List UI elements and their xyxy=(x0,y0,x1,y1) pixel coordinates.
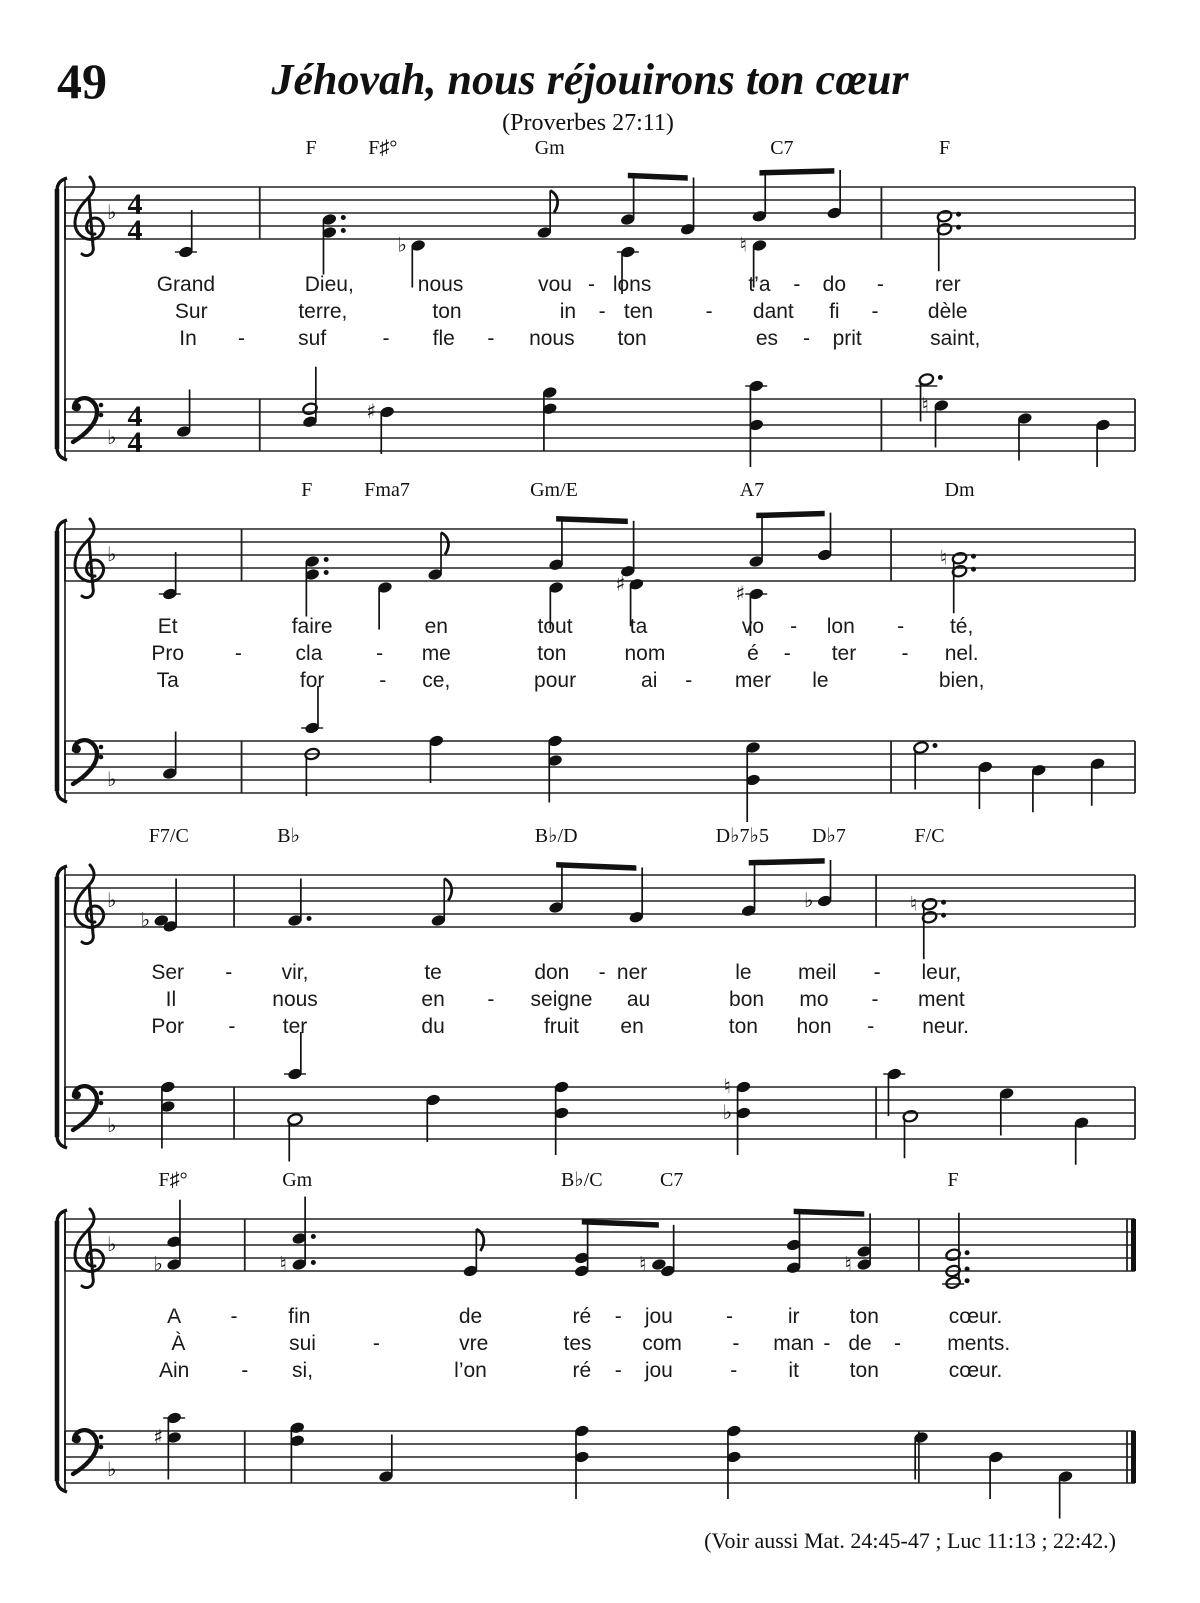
note-group xyxy=(428,734,444,783)
lyric-syllable: Et xyxy=(157,615,178,638)
lyric-hyphen: - xyxy=(823,1332,831,1355)
chord-label: F/C xyxy=(914,825,945,847)
time-signature: 4 xyxy=(127,188,143,221)
note-group xyxy=(542,386,558,451)
lyric-hyphen: - xyxy=(790,615,798,638)
lyric-syllable: lon xyxy=(826,615,855,638)
note-group xyxy=(936,209,961,271)
lyric-syllable: for xyxy=(299,669,325,692)
lyric-syllable: de xyxy=(848,1332,872,1355)
note-group xyxy=(1073,1116,1089,1165)
lyric-syllable: ré xyxy=(572,1305,592,1328)
lyric-hyphen: - xyxy=(225,961,233,984)
lyric-syllable: man xyxy=(773,1332,815,1355)
note-group xyxy=(176,390,192,439)
lyric-syllable: ton xyxy=(728,1015,758,1038)
svg-text:♮: ♮ xyxy=(639,1251,647,1276)
bass-clef-icon xyxy=(72,740,103,784)
note-group xyxy=(922,393,950,448)
scripture-subtitle: (Proverbes 27:11) xyxy=(502,110,674,136)
svg-text:♮: ♮ xyxy=(844,1251,852,1276)
key-signature-flat: ♭ xyxy=(107,1232,117,1256)
lyric-hyphen: - xyxy=(876,273,884,296)
lyric-hyphen: - xyxy=(871,300,879,323)
lyric-hyphen: - xyxy=(725,1305,733,1328)
key-signature-flat: ♭ xyxy=(107,888,117,912)
lyric-syllable: tes xyxy=(563,1332,592,1355)
note-group xyxy=(553,1080,569,1155)
chord-label: C7 xyxy=(660,1169,684,1191)
lyric-syllable: bien, xyxy=(938,669,985,692)
lyric-syllable: t’a xyxy=(748,273,771,296)
lyric-syllable: vo xyxy=(741,615,765,638)
lyric-syllable: ton xyxy=(617,327,647,350)
system-bracket xyxy=(48,867,74,1147)
lyric-syllable: bon xyxy=(729,988,765,1011)
treble-clef-icon xyxy=(75,865,104,944)
chord-label: B♭ xyxy=(277,825,301,847)
lyric-line-3 xyxy=(65,667,1135,693)
lyric-syllable: au xyxy=(626,988,651,1011)
lyric-syllable: vre xyxy=(459,1332,489,1355)
lyric-syllable: rer xyxy=(934,273,961,296)
note-group xyxy=(425,1093,441,1142)
note-group xyxy=(160,1080,176,1148)
lyric-hyphen: - xyxy=(487,327,495,350)
lyric-hyphen: - xyxy=(382,327,390,350)
lyric-syllable: en xyxy=(620,1015,644,1038)
note-group xyxy=(574,1221,590,1278)
lyric-syllable: Por xyxy=(151,1015,185,1038)
beam xyxy=(628,173,688,181)
lyric-syllable: es xyxy=(755,327,778,350)
lyric-syllable: de xyxy=(458,1305,483,1328)
lyric-syllable: fruit xyxy=(543,1015,579,1038)
svg-text:♭: ♭ xyxy=(153,1251,163,1276)
bass-clef-icon xyxy=(72,1086,103,1130)
lyric-hyphen: - xyxy=(685,669,693,692)
lyric-syllable: ten xyxy=(623,300,654,323)
lyric-hyphen: - xyxy=(897,615,905,638)
lyric-syllable: seigne xyxy=(530,988,593,1011)
note-group xyxy=(741,862,757,918)
lyric-syllable: ton xyxy=(849,1305,879,1328)
note-group xyxy=(639,1225,676,1278)
lyric-hyphen: - xyxy=(379,669,387,692)
lyric-syllable: meil xyxy=(797,961,837,984)
note-group xyxy=(1017,412,1033,461)
lyric-hyphen: - xyxy=(783,642,791,665)
lyric-syllable: si, xyxy=(292,1359,314,1382)
key-signature-flat: ♭ xyxy=(107,542,117,566)
lyric-syllable: ir xyxy=(787,1305,800,1328)
lyric-syllable: du xyxy=(421,1015,445,1038)
lyric-syllable: Ta xyxy=(156,669,179,692)
lyric-line-3 xyxy=(65,1357,1135,1383)
note-group xyxy=(301,686,323,735)
lyric-line-2 xyxy=(65,298,1135,324)
lyric-syllable: ment xyxy=(917,988,965,1011)
lyric-syllable: neur. xyxy=(922,1015,969,1038)
lyric-syllable: me xyxy=(421,642,451,665)
lyric-hyphen: - xyxy=(901,642,909,665)
system-bracket xyxy=(48,179,74,459)
note-group xyxy=(427,533,448,582)
lyric-syllable: en xyxy=(421,988,445,1011)
lyric-syllable: nous xyxy=(529,327,575,350)
lyric-syllable: fle xyxy=(432,327,455,350)
lyric-syllable: Ser xyxy=(151,961,185,984)
lyric-syllable: ments. xyxy=(947,1332,1011,1355)
chord-label: F xyxy=(938,137,951,159)
note-group xyxy=(141,879,179,934)
note-group xyxy=(287,1113,303,1162)
note-group xyxy=(726,1424,742,1499)
lyric-syllable: ton xyxy=(537,642,567,665)
lyric-hyphen: - xyxy=(803,327,810,350)
lyric-syllable: mer xyxy=(734,669,772,692)
note-group xyxy=(280,1197,316,1276)
lyric-hyphen: - xyxy=(587,273,595,296)
note-group xyxy=(304,555,329,617)
lyric-hyphen: - xyxy=(372,1332,380,1355)
lyric-hyphen: - xyxy=(867,1015,875,1038)
svg-text:♮: ♮ xyxy=(921,392,929,417)
lyric-line-3 xyxy=(65,1013,1135,1039)
svg-text:♮: ♮ xyxy=(939,545,948,570)
bass-clef-icon xyxy=(72,398,103,442)
lyric-syllable: lons xyxy=(612,273,652,296)
lyric-syllable: nous xyxy=(272,988,318,1011)
lyric-syllable: ter xyxy=(282,1015,308,1038)
note-group xyxy=(745,741,761,822)
chord-label: F7/C xyxy=(148,825,189,847)
note-group xyxy=(547,734,563,802)
lyric-syllable: terre, xyxy=(298,300,348,323)
note-group xyxy=(826,170,842,220)
lyric-syllable: l’on xyxy=(454,1359,487,1382)
beam xyxy=(556,862,636,871)
key-signature-flat: ♭ xyxy=(107,425,117,449)
treble-clef-icon xyxy=(75,1209,104,1288)
lyric-syllable: Sur xyxy=(174,300,208,323)
footer-scripture-reference: (Voir aussi Mat. 24:45-47 ; Luc 11:13 ; 22:42.) xyxy=(704,1528,1116,1553)
note-group xyxy=(977,760,993,809)
chord-label: Fma7 xyxy=(364,479,410,501)
lyric-syllable: cla xyxy=(295,642,323,665)
lyric-syllable: hon xyxy=(796,1015,832,1038)
note-group xyxy=(1057,1470,1073,1519)
beam xyxy=(794,1209,865,1217)
chord-label: Gm/E xyxy=(530,479,578,501)
lyric-syllable: ner xyxy=(616,961,648,984)
note-group xyxy=(786,1211,802,1275)
svg-text:♯: ♯ xyxy=(366,399,376,423)
chord-label: Gm xyxy=(534,137,565,159)
lyric-line-2 xyxy=(65,1330,1135,1356)
lyric-syllable: com xyxy=(642,1332,682,1355)
chord-label: C7 xyxy=(770,137,794,159)
lyric-syllable: cœur. xyxy=(948,1305,1003,1328)
lyric-syllable: té, xyxy=(949,615,974,638)
lyric-hyphen: - xyxy=(873,961,881,984)
lyric-hyphen: - xyxy=(730,1359,738,1382)
lyric-line-2 xyxy=(65,640,1135,666)
note-group xyxy=(366,399,395,454)
lyric-syllable: sui xyxy=(289,1332,316,1355)
time-signature: 4 xyxy=(127,214,143,247)
lyric-syllable: ta xyxy=(629,615,648,638)
system-bracket xyxy=(48,1211,74,1491)
note-group xyxy=(915,373,943,422)
lyric-line-1 xyxy=(65,613,1135,639)
note-group xyxy=(1089,757,1105,806)
lyric-hyphen: - xyxy=(230,1305,238,1328)
lyric-syllable: Grand xyxy=(156,273,216,296)
note-group xyxy=(913,1431,929,1480)
svg-text:♮: ♮ xyxy=(279,1251,287,1276)
lyric-syllable: prit xyxy=(832,327,862,350)
lyric-syllable: mo xyxy=(799,988,829,1011)
lyric-hyphen: - xyxy=(241,1359,249,1382)
note-group xyxy=(723,1074,752,1155)
chord-label: F♯° xyxy=(158,1169,188,1191)
note-group xyxy=(378,1435,394,1484)
lyric-syllable: nom xyxy=(624,642,666,665)
lyric-syllable: vir, xyxy=(281,961,309,984)
svg-text:♯: ♯ xyxy=(735,581,746,605)
lyric-hyphen: - xyxy=(793,273,801,296)
key-signature-flat: ♭ xyxy=(107,1457,117,1481)
note-group xyxy=(745,379,767,467)
lyric-hyphen: - xyxy=(705,300,713,323)
beam xyxy=(756,511,824,518)
lyric-hyphen: - xyxy=(234,642,242,665)
beam xyxy=(582,1219,659,1228)
note-group xyxy=(159,552,181,601)
bass-clef-icon xyxy=(72,1430,103,1474)
beam xyxy=(749,858,825,865)
lyric-syllable: pour xyxy=(534,669,577,692)
note-group xyxy=(548,864,564,914)
lyric-syllable: ton xyxy=(432,300,462,323)
lyric-hyphen: - xyxy=(598,961,606,984)
note-group xyxy=(548,518,564,571)
lyric-hyphen: - xyxy=(893,1332,901,1355)
beam xyxy=(556,516,628,524)
note-group xyxy=(999,1087,1015,1136)
lyric-hyphen: - xyxy=(614,1305,622,1328)
lyric-syllable: le xyxy=(812,669,829,692)
note-group xyxy=(287,879,312,928)
note-group xyxy=(817,513,833,562)
system-bracket xyxy=(48,521,74,801)
lyric-syllable: A xyxy=(167,1305,182,1328)
time-signature: 4 xyxy=(127,400,143,433)
lyric-syllable: en xyxy=(424,615,448,638)
lyric-syllable: Ain xyxy=(158,1359,190,1382)
note-group xyxy=(536,191,557,240)
chord-label: Gm xyxy=(282,1169,313,1191)
chord-label: F xyxy=(301,479,313,501)
note-group xyxy=(751,172,767,223)
lyric-syllable: tout xyxy=(537,615,573,638)
chord-label: F xyxy=(947,1169,959,1191)
svg-text:♭: ♭ xyxy=(397,232,407,257)
note-group xyxy=(1095,418,1111,467)
note-group xyxy=(1031,763,1047,812)
note-group xyxy=(430,879,451,928)
lyric-hyphen: - xyxy=(614,1359,622,1382)
key-signature-flat: ♭ xyxy=(107,1113,117,1137)
lyric-hyphen: - xyxy=(732,1332,740,1355)
svg-text:♮: ♮ xyxy=(723,1074,731,1098)
svg-text:♯: ♯ xyxy=(153,1424,163,1449)
svg-text:♮: ♮ xyxy=(739,232,748,257)
chord-label: F xyxy=(305,137,317,159)
lyric-hyphen: - xyxy=(871,988,879,1011)
svg-text:♭: ♭ xyxy=(722,1100,733,1124)
lyric-syllable: jou xyxy=(644,1305,673,1328)
lyric-syllable: do xyxy=(822,273,847,296)
lyric-syllable: le xyxy=(735,961,752,984)
lyric-syllable: don xyxy=(534,961,570,984)
chord-label: B♭/C xyxy=(560,1169,603,1191)
svg-text:♮: ♮ xyxy=(909,891,918,916)
note-group xyxy=(153,1411,185,1479)
chord-label: A7 xyxy=(739,479,765,501)
note-group xyxy=(175,210,197,259)
beam xyxy=(759,168,834,175)
treble-clef-icon xyxy=(75,177,104,256)
lyric-syllable: ré xyxy=(572,1359,592,1382)
lyric-hyphen: - xyxy=(376,642,384,665)
lyric-syllable: fin xyxy=(288,1305,311,1328)
lyric-syllable: fi xyxy=(829,300,840,323)
lyric-line-1 xyxy=(65,959,1135,985)
chord-label: F♯° xyxy=(368,137,398,159)
lyric-syllable: nous xyxy=(417,273,464,296)
lyric-syllable: leur, xyxy=(921,961,962,984)
song-number: 49 xyxy=(57,53,107,109)
lyric-hyphen: - xyxy=(238,327,246,350)
lyric-syllable: vou xyxy=(538,273,572,296)
lyric-syllable: dèle xyxy=(927,300,968,323)
lyric-syllable: in xyxy=(559,300,577,323)
chord-label: Dm xyxy=(944,479,975,501)
lyric-syllable: cœur. xyxy=(948,1359,1003,1382)
song-title: Jéhovah, nous réjouirons ton cœur xyxy=(271,55,909,104)
note-group xyxy=(284,1032,306,1081)
note-group xyxy=(153,1200,182,1276)
lyric-syllable: Pro xyxy=(151,642,185,665)
lyric-line-2 xyxy=(65,986,1135,1012)
lyric-syllable: dant xyxy=(752,300,794,323)
lyric-syllable: jou xyxy=(644,1359,673,1382)
svg-text:♯: ♯ xyxy=(615,571,626,596)
note-group xyxy=(988,1450,1004,1499)
note-group xyxy=(804,860,833,912)
note-group xyxy=(902,1109,918,1158)
note-group xyxy=(302,367,318,429)
note-group xyxy=(942,1213,970,1290)
lyric-syllable: ton xyxy=(849,1359,879,1382)
lyric-syllable: it xyxy=(788,1359,799,1382)
lyric-line-1 xyxy=(65,1303,1135,1329)
lyric-syllable: ce, xyxy=(422,669,451,692)
lyric-line-1 xyxy=(65,271,1135,297)
lyric-hyphen: - xyxy=(598,300,606,323)
lyric-hyphen: - xyxy=(228,1015,236,1038)
svg-text:♭: ♭ xyxy=(803,888,814,912)
note-group xyxy=(289,1421,305,1483)
lyric-syllable: Il xyxy=(165,988,177,1011)
note-group xyxy=(574,1424,590,1499)
lyric-syllable: À xyxy=(171,1332,186,1355)
svg-text:♭: ♭ xyxy=(140,907,151,932)
lyric-syllable: saint, xyxy=(930,327,981,350)
lyric-syllable: ai xyxy=(641,669,658,692)
lyric-line-3 xyxy=(65,325,1135,351)
note-group xyxy=(321,213,346,275)
lyric-syllable: Dieu, xyxy=(304,273,354,296)
note-group xyxy=(913,741,938,790)
note-group xyxy=(883,1067,905,1116)
lyric-syllable: suf xyxy=(298,327,327,350)
lyric-syllable: te xyxy=(424,961,442,984)
lyric-syllable: é xyxy=(747,642,759,665)
lyric-syllable: ter xyxy=(831,642,857,665)
lyric-hyphen: - xyxy=(487,988,495,1011)
note-group xyxy=(628,867,644,924)
chord-label: D♭7 xyxy=(812,825,846,847)
lyric-syllable: nel. xyxy=(944,642,979,665)
lyric-syllable: faire xyxy=(291,615,333,638)
lyric-syllable: In xyxy=(179,327,197,350)
time-signature: 4 xyxy=(127,426,143,459)
chord-label: B♭/D xyxy=(534,825,578,847)
chord-label: D♭7♭5 xyxy=(715,825,769,847)
treble-clef-icon xyxy=(75,519,104,598)
key-signature-flat: ♭ xyxy=(107,767,117,791)
key-signature-flat: ♭ xyxy=(107,200,117,224)
note-group xyxy=(162,732,178,781)
